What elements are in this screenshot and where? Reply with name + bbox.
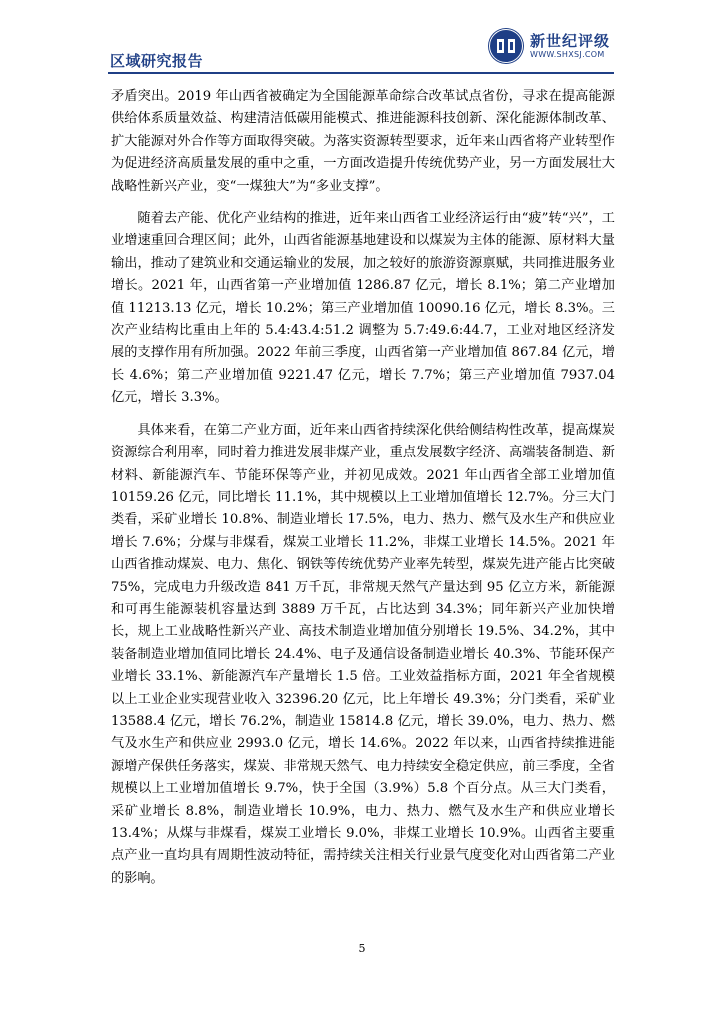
logo-name: 新世纪评级 xyxy=(530,32,611,50)
page-number: 5 xyxy=(358,942,366,955)
section-title: 区域研究报告 xyxy=(110,52,204,70)
page-header xyxy=(0,0,724,78)
header-divider xyxy=(108,72,614,74)
body-paragraph-1: 矛盾突出。2019 年山西省被确定为全国能源革命综合改革试点省份，寻求在提高能源供给体系质量效益、构建清洁低碳用能模式、推进能源科技创新、深化能源体制改革、扩大能源对外合作等方面取得突破。为落实资源转型要求，近年来山西省将产业转型作为促进经济高质量发展的重中之重，一方面改造提升传统优势产业，另一方面发展壮大战略性新兴产业，变“一煤独大”为“多业支撑”。 xyxy=(111,89,615,194)
body-paragraph-3: 具体来看，在第二产业方面，近年来山西省持续深化供给侧结构性改革，提高煤炭资源综合利用率，同时着力推进发展非煤产业，重点发展数字经济、高端装备制造、新材料、新能源汽车、节能环保等产业，并初见成效。2021 年山西省全部工业增加值 10159.26 亿元，同比增长 11.1%，其中规模以上工业增加值增长 12.7%。分三大门类看，采矿业增长 10.8%、制造业增长 17.5%，电力、热力、燃气及水生产和供应业增长 7.6%；分煤与非煤看，煤炭工业增长 11.2%，非煤工业增长 14.5%。2021 年山西省推动煤炭、电力、焦化、钢铁等传统优势产业率先转型，煤炭先进产能占比突破 75%，完成电力升级改造 841 万千瓦，非常规天然气产量达到 95 亿立方米，新能源和可再生能源装机容量达到 3889 万千瓦，占比达到 34.3%；同年新兴产业加快增长，规上工业战略性新兴产业、高技术制造业增加值分别增长 19.5%、34.2%，其中装备制造业增加值同比增长 24.4%、电子及通信设备制造业增长 40.3%、节能环保产业增长 33.1%、新能源汽车产量增长 1.5 倍。工业效益指标方面，2021 年全省规模以上工业企业实现营业收入 32396.20 亿元，比上年增长 49.3%；分门类看，采矿业 13588.4 亿元，增长 76.2%，制造业 15814.8 亿元，增长 39.0%，电力、热力、燃气及水生产和供应业 2993.0 亿元，增长 14.6%。2022 年以来，山西省持续推进能源增产保供任务落实，煤炭、非常规天然气、电力持续安全稳定供应，前三季度，全省规模以上工业增加值增长 9.7%，快于全国（3.9%）5.8 个百分点。从三大门类看，采矿业增长 8.8%，制造业增长 10.9%，电力、热力、燃气及水生产和供应业增长 13.4%；从煤与非煤看，煤炭工业增长 9.0%，非煤工业增长 10.9%。山西省主要重点产业一直均具有周期性波动特征，需持续关注相关行业景气度变化对山西省第二产业的影响。 xyxy=(111,422,615,886)
body-paragraph-2: 随着去产能、优化产业结构的推进，近年来山西省工业经济运行由“疲”转“兴”，工业增速重回合理区间；此外，山西省能源基地建设和以煤炭为主体的能源、原材料大量输出，推动了建筑业和交通运输业的发展，加之较好的旅游资源禀赋，共同推进服务业增长。2021 年，山西省第一产业增加值 1286.87 亿元，增长 8.1%；第二产业增加值 11213.13 亿元，增长 10.2%；第三产业增加值 10090.16 亿元，增长 8.3%。三次产业结构比重由上年的 5.4:43.4:51.2 调整为 5.7:49.6:44.7，工业对地区经济发展的支撑作用有所加强。2022 年前三季度，山西省第一产业增加值 867.84 亿元，增长 4.6%；第二产业增加值 9221.47 亿元，增长 7.7%；第三产业增加值 7937.04 亿元，增长 3.3%。 xyxy=(111,211,615,406)
logo-emblem-icon xyxy=(488,28,524,64)
logo-url: WWW.SHXSJ.COM xyxy=(530,50,605,59)
company-logo xyxy=(488,28,618,70)
report-body xyxy=(111,86,615,900)
